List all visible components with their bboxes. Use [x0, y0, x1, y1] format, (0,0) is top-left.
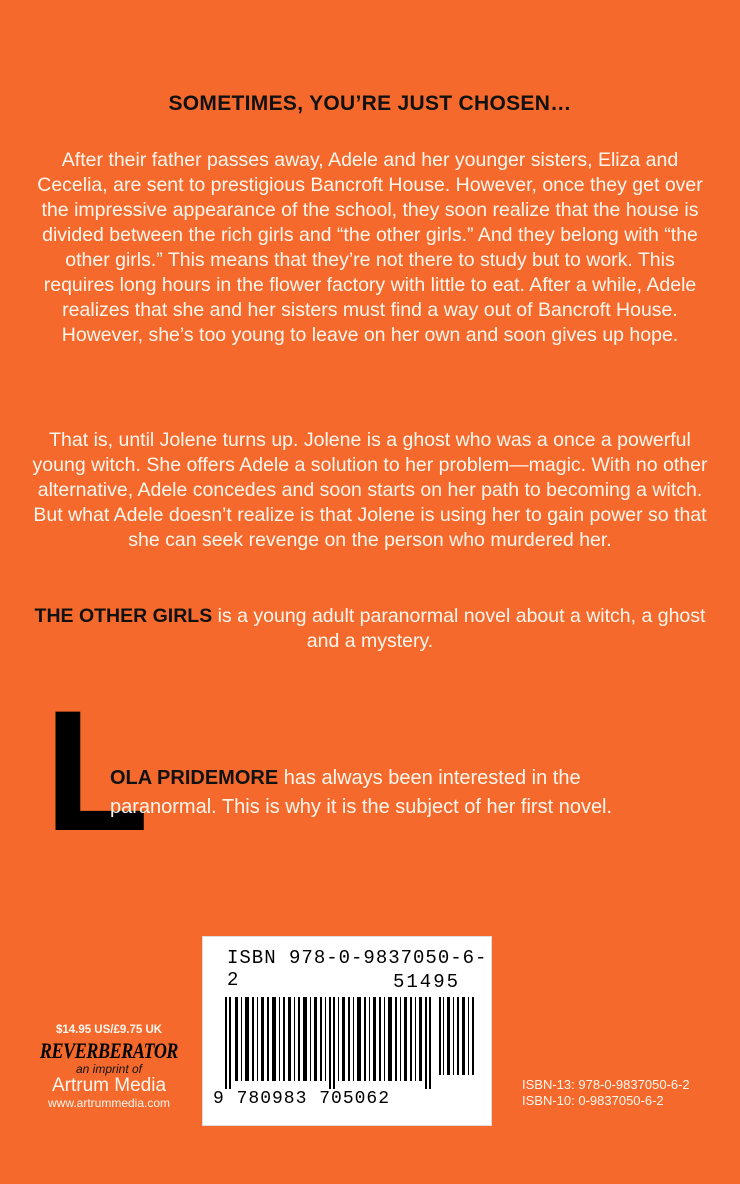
barcode-price-code: 51495: [393, 971, 461, 993]
publisher-block: [24, 1024, 194, 1110]
blurb-paragraph-1: After their father passes away, Adele and her younger sisters, Eliza and Cecelia, are sent to prestigious Bancroft House. However, once they get over the impressive appearance of the school, they soon realize that the house is divided between the rich girls and “the other girls.” And they belong with “the other girls.” This means that they’re not there to study but to work. This requires long hours in the flower factory with little to eat. After a while, Adele realizes that she and her sisters must find a way out of Bancroft House. However, she’s too young to leave on her own and soon gives up hope.: [37, 149, 703, 346]
imprint-of-text: an imprint of: [75, 1062, 143, 1076]
author-name: OLA PRIDEMORE: [110, 767, 279, 789]
blurb-paragraph-3: [30, 604, 710, 654]
book-title: THE OTHER GIRLS: [34, 605, 213, 627]
author-dropcap: L: [44, 675, 150, 867]
publisher-url: www.artrummedia.com: [47, 1096, 171, 1110]
barcode-box: [202, 936, 492, 1126]
imprint-logo: REVERBERATOR: [39, 1038, 179, 1063]
barcode-icon: [217, 997, 479, 1089]
author-bio: [110, 764, 710, 822]
barcode-isbn-label: ISBN 978-0-9837050-6-2: [227, 947, 488, 991]
isbn-10: ISBN-10: 0-9837050-6-2: [522, 1093, 664, 1108]
isbn-13: ISBN-13: 978-0-9837050-6-2: [522, 1077, 690, 1092]
author-bio-line-1: has always been interested in the: [278, 767, 581, 789]
publisher-name: Artrum Media: [51, 1075, 167, 1096]
blurb-paragraph-2: That is, until Jolene turns up. Jolene is a ghost who was a once a powerful young witch. She offers Adele a solution to her problem—magic. With no other alternative, Adele concedes and soon starts on her path to becoming a witch. But what Adele doesn’t realize is that Jolene is using her to gain power so that she can seek revenge on the person who murdered her.: [32, 429, 708, 551]
isbn-block: [522, 1077, 690, 1109]
price: $14.95 US/£9.75 UK: [55, 1024, 163, 1036]
blurb-paragraph-3-text: is a young adult paranormal novel about a witch, a ghost and a mystery.: [212, 605, 706, 652]
author-bio-line-2: paranormal. This is why it is the subject of her first novel.: [110, 796, 613, 818]
barcode-digits: 9 780983 705062: [213, 1089, 391, 1109]
tagline: SOMETIMES, YOU’RE JUST CHOSEN…: [168, 92, 572, 115]
